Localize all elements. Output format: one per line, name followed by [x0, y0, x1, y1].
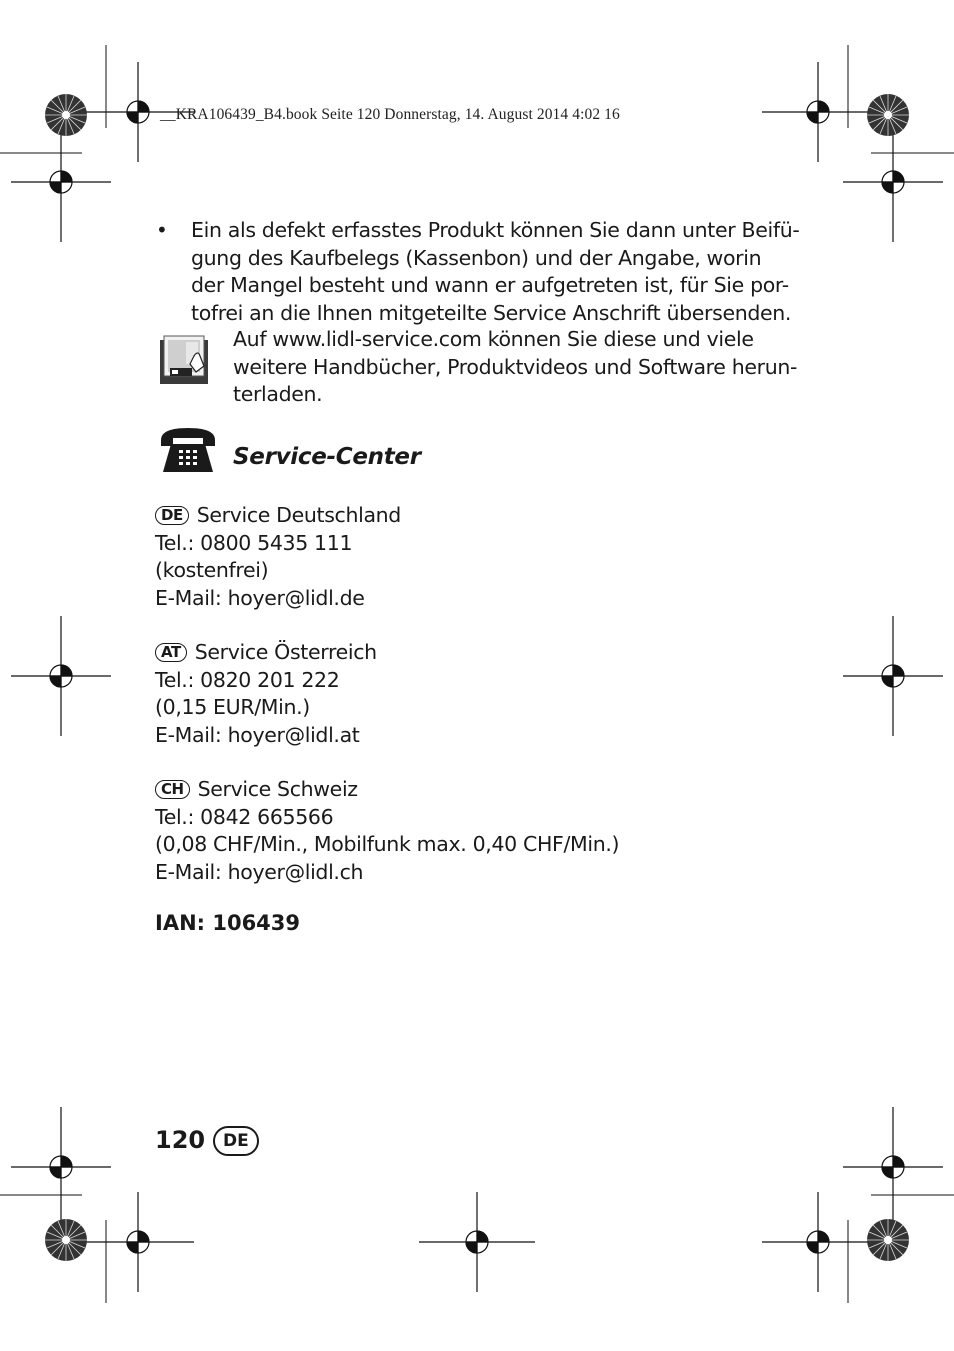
service-note: (kostenfrei): [155, 558, 269, 583]
country-badge: AT: [155, 643, 187, 662]
service-tel: Tel.: 0820 201 222: [155, 667, 340, 692]
note-line: terladen.: [233, 382, 323, 407]
bullet-paragraph: [191, 217, 800, 328]
star-target-icon: [45, 1219, 87, 1261]
star-target-icon: [867, 1219, 909, 1261]
service-block-at: [155, 639, 775, 750]
paragraph-line: tofrei an die Ihnen mitgeteilte Service Anschrift übersenden.: [191, 301, 792, 326]
ian-number: IAN: 106439: [155, 911, 301, 935]
service-email: E-Mail: hoyer@lidl.at: [155, 723, 360, 748]
print-header: __KRA106439_B4.book Seite 120 Donnerstag, 14. August 2014 4:02 16: [160, 106, 620, 123]
crosshair-icon: [419, 1192, 535, 1292]
note-line: Auf www.lidl-service.com können Sie diese und viele: [233, 327, 754, 351]
service-name: Service Deutschland: [196, 503, 401, 527]
country-badge: CH: [155, 780, 190, 799]
country-badge: DE: [155, 506, 189, 525]
service-note: (0,15 EUR/Min.): [155, 695, 310, 720]
service-tel: Tel.: 0842 665566: [155, 804, 334, 829]
service-name-line: [155, 502, 775, 530]
page-number: 120: [155, 1126, 206, 1154]
download-note: [233, 326, 798, 409]
crosshair-icon: [762, 1192, 874, 1292]
service-tel: Tel.: 0800 5435 111: [155, 530, 353, 555]
language-badge: DE: [213, 1126, 259, 1156]
service-name: Service Österreich: [194, 640, 377, 664]
crosshair-icon: [11, 616, 111, 736]
service-name: Service Schweiz: [197, 777, 358, 801]
service-note: (0,08 CHF/Min., Mobilfunk max. 0,40 CHF/Min.): [155, 832, 620, 857]
crosshair-icon: [843, 1107, 943, 1223]
star-target-icon: [867, 94, 909, 136]
crosshair-icon: [843, 616, 943, 736]
paragraph-line: gung des Kaufbelegs (Kassenbon) und der Angabe, worin: [191, 245, 762, 270]
crosshair-icon: [11, 126, 111, 242]
crosshair-icon: [843, 126, 943, 242]
note-line: weitere Handbücher, Produktvideos und Software herun-: [233, 354, 798, 379]
crosshair-icon: [82, 1192, 194, 1292]
bullet-symbol: •: [156, 218, 168, 242]
paragraph-line: Ein als defekt erfasstes Produkt können Sie dann unter Beifü-: [191, 218, 800, 242]
crosshair-icon: [762, 62, 874, 162]
service-email: E-Mail: hoyer@lidl.de: [155, 586, 365, 611]
service-email: E-Mail: hoyer@lidl.ch: [155, 860, 364, 885]
star-target-icon: [45, 94, 87, 136]
document-download-icon: [158, 334, 216, 386]
service-block-ch: [155, 776, 775, 887]
telephone-icon: [157, 426, 219, 476]
service-name-line: [155, 776, 775, 804]
paragraph-line: der Mangel besteht und wann er aufgetreten ist, für Sie por-: [191, 273, 789, 298]
service-block-de: [155, 502, 775, 613]
service-center-title: Service-Center: [233, 444, 421, 470]
service-name-line: [155, 639, 775, 667]
crosshair-icon: [11, 1107, 111, 1223]
